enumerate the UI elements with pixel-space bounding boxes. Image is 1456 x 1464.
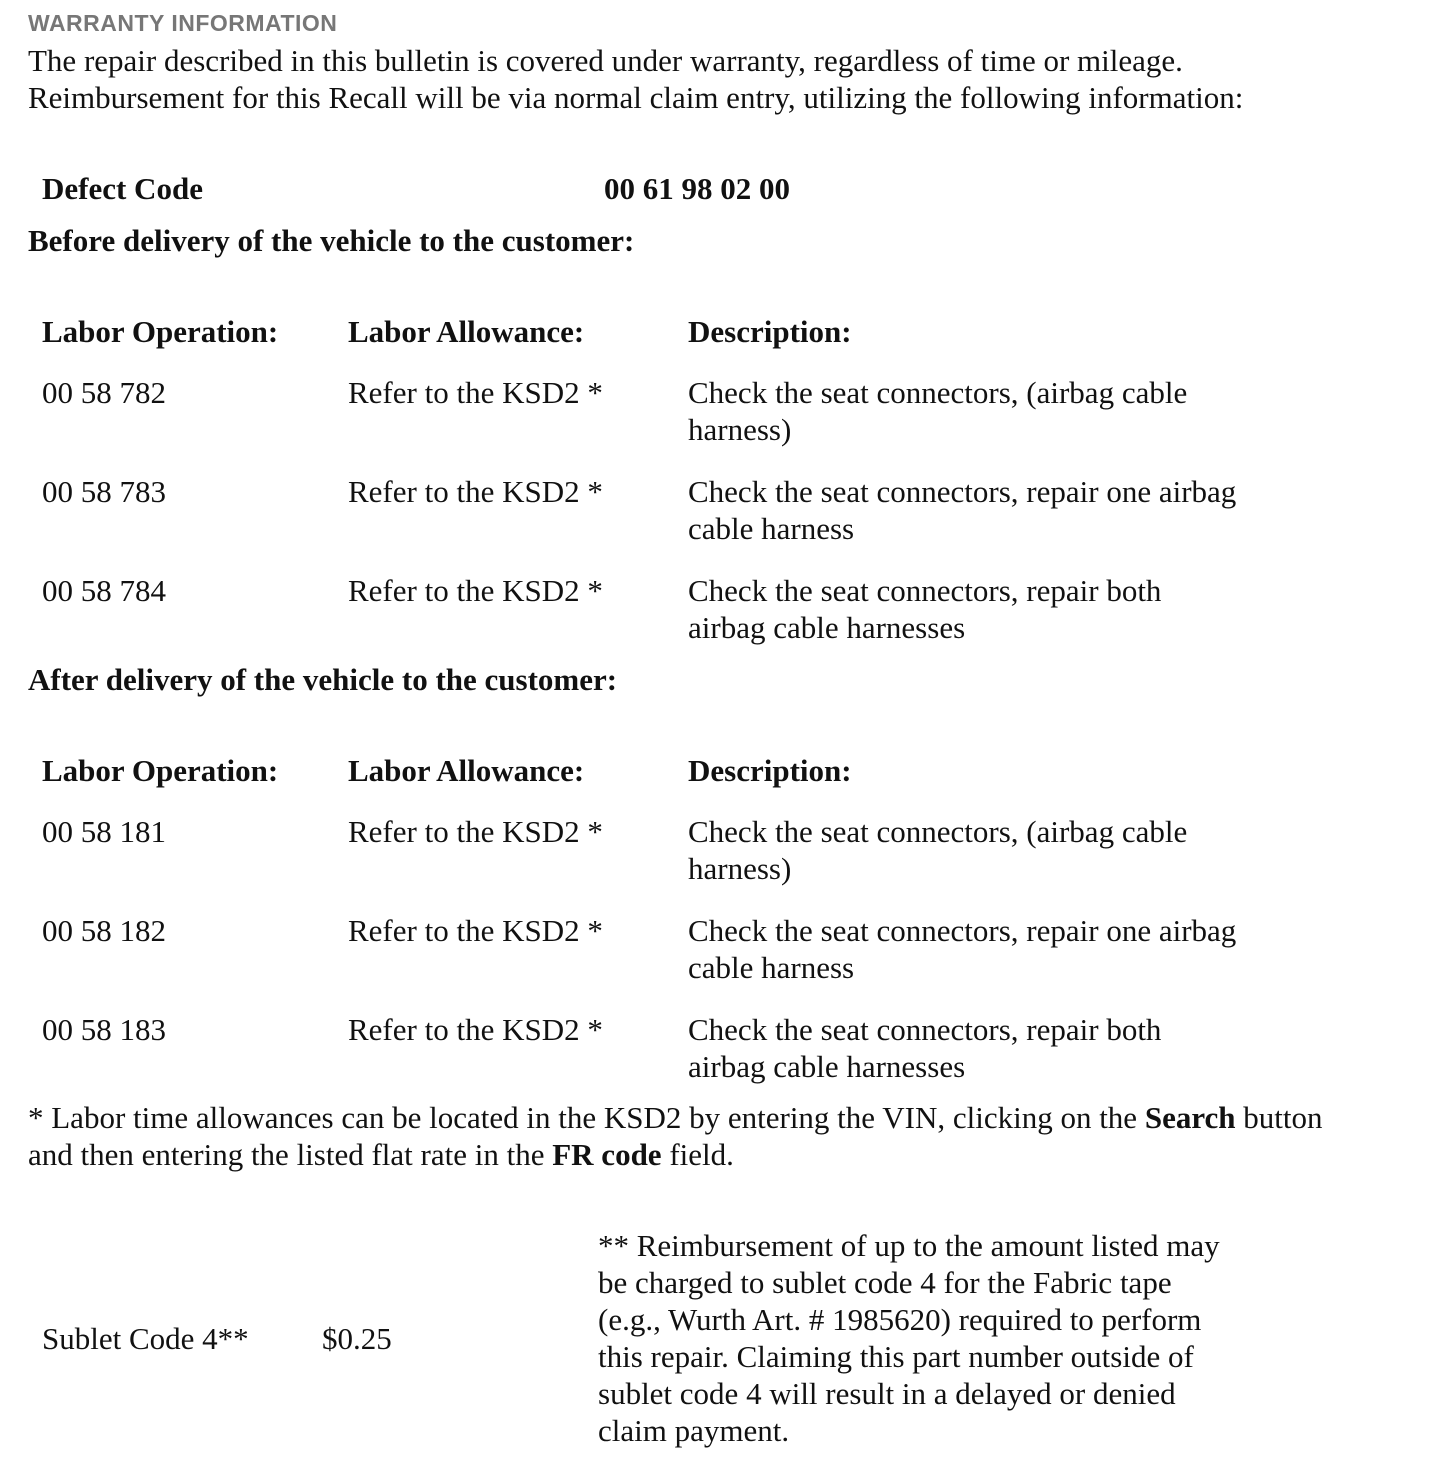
description-cell-line-1: Check the seat connectors, (airbag cable <box>688 375 1188 410</box>
column-header-labor-allowance: Labor Allowance: <box>348 314 585 349</box>
sublet-note-line: ** Reimbursement of up to the amount listed may <box>598 1228 1220 1263</box>
description-cell-line-2: cable harness <box>688 950 855 985</box>
before-delivery-heading: Before delivery of the vehicle to the customer: <box>28 223 635 258</box>
defect-code-value: 00 61 98 02 00 <box>604 171 790 206</box>
sublet-note-line: claim payment. <box>598 1413 790 1448</box>
labor-operation-cell: 00 58 183 <box>42 1012 166 1047</box>
description-cell-line-2: airbag cable harnesses <box>688 610 966 645</box>
sublet-note-line: sublet code 4 will result in a delayed or denied <box>598 1376 1176 1411</box>
after-delivery-heading: After delivery of the vehicle to the customer: <box>28 662 618 697</box>
footnote-text: * Labor time allowances can be located in the KSD2 by entering the VIN, clicking on the <box>28 1100 1145 1135</box>
sublet-amount: $0.25 <box>322 1321 392 1356</box>
labor-operation-cell: 00 58 782 <box>42 375 166 410</box>
labor-allowance-cell: Refer to the KSD2 * <box>348 375 603 410</box>
column-header-description: Description: <box>688 314 852 349</box>
footnote-line-1 <box>28 1099 1323 1136</box>
labor-allowance-cell: Refer to the KSD2 * <box>348 573 603 608</box>
labor-allowance-cell: Refer to the KSD2 * <box>348 913 603 948</box>
description-cell-line-1: Check the seat connectors, (airbag cable <box>688 814 1188 849</box>
description-cell-line-1: Check the seat connectors, repair both <box>688 1012 1162 1047</box>
description-cell-line-1: Check the seat connectors, repair one airbag <box>688 474 1237 509</box>
description-cell-line-2: harness) <box>688 851 792 886</box>
labor-allowance-cell: Refer to the KSD2 * <box>348 474 603 509</box>
labor-operation-cell: 00 58 784 <box>42 573 166 608</box>
description-cell-line-2: airbag cable harnesses <box>688 1049 966 1084</box>
sublet-note-line: this repair. Claiming this part number outside of <box>598 1339 1194 1374</box>
column-header-labor-allowance: Labor Allowance: <box>348 753 585 788</box>
description-cell-line-2: harness) <box>688 412 792 447</box>
footnote-line-2 <box>28 1136 734 1173</box>
column-header-labor-operation: Labor Operation: <box>42 314 279 349</box>
warranty-heading: WARRANTY INFORMATION <box>28 10 338 36</box>
defect-code-label: Defect Code <box>42 171 203 206</box>
labor-allowance-cell: Refer to the KSD2 * <box>348 1012 603 1047</box>
labor-operation-cell: 00 58 181 <box>42 814 166 849</box>
intro-line-1: The repair described in this bulletin is covered under warranty, regardless of time or mileage. <box>28 43 1183 78</box>
footnote-text: button <box>1235 1100 1323 1135</box>
footnote-text: field. <box>661 1137 734 1172</box>
description-cell-line-1: Check the seat connectors, repair one airbag <box>688 913 1237 948</box>
description-cell-line-1: Check the seat connectors, repair both <box>688 573 1162 608</box>
labor-operation-cell: 00 58 783 <box>42 474 166 509</box>
column-header-description: Description: <box>688 753 852 788</box>
column-header-labor-operation: Labor Operation: <box>42 753 279 788</box>
labor-allowance-cell: Refer to the KSD2 * <box>348 814 603 849</box>
sublet-note-line: be charged to sublet code 4 for the Fabric tape <box>598 1265 1172 1300</box>
description-cell-line-2: cable harness <box>688 511 855 546</box>
sublet-code-label: Sublet Code 4** <box>42 1321 249 1356</box>
intro-line-2: Reimbursement for this Recall will be via normal claim entry, utilizing the following information: <box>28 80 1244 115</box>
footnote-text: and then entering the listed flat rate in the <box>28 1137 553 1172</box>
footnote-search-term: Search <box>1144 1100 1236 1135</box>
sublet-note-line: (e.g., Wurth Art. # 1985620) required to perform <box>598 1302 1202 1337</box>
labor-operation-cell: 00 58 182 <box>42 913 166 948</box>
footnote-fr-code-term: FR code <box>552 1137 662 1172</box>
